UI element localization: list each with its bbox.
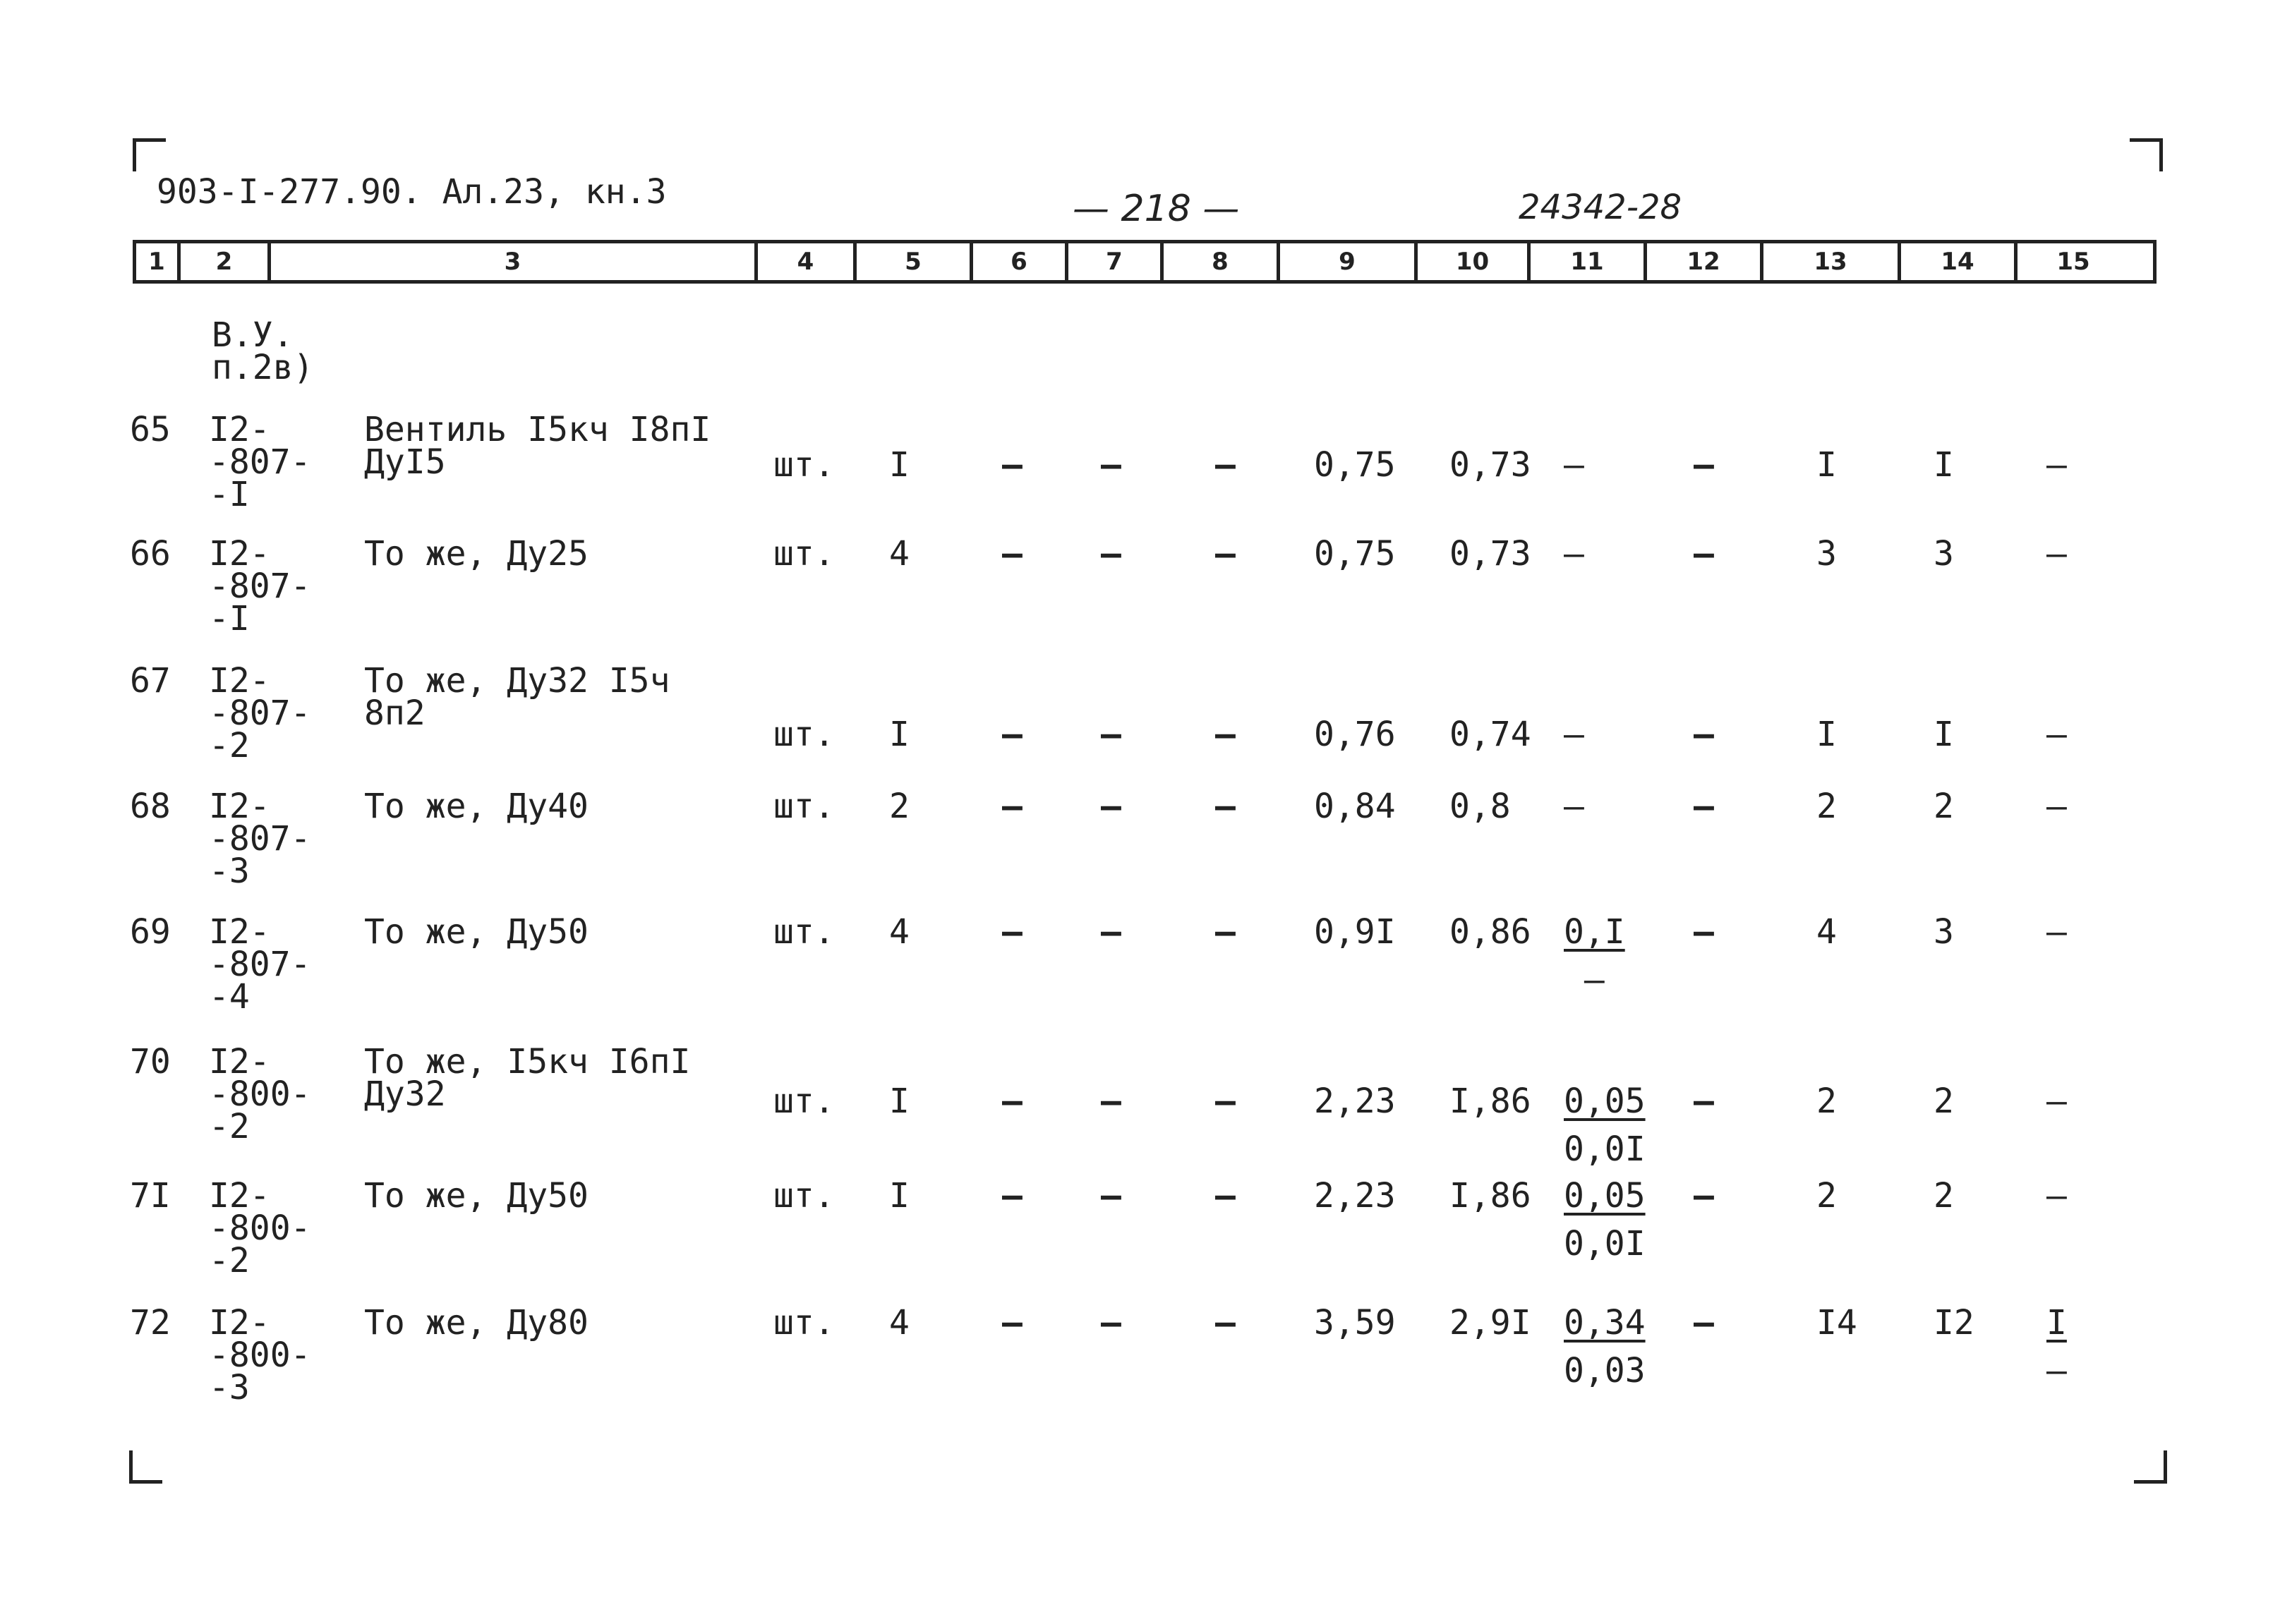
column-number-10: 10 (1414, 243, 1527, 280)
col-10-value: 0,74 (1449, 715, 1531, 754)
col-13-value: 2 (1816, 1176, 1837, 1216)
unit: шт. (773, 912, 835, 952)
column-number-14: 14 (1898, 243, 2014, 280)
col-13-value: I (1816, 445, 1837, 485)
col-15-value-top: – (2046, 715, 2067, 754)
item-description: То же, Ду50 (364, 912, 589, 952)
column-number-9: 9 (1277, 243, 1414, 280)
col-13-value: 4 (1816, 912, 1837, 952)
item-description: То же, Ду40 (364, 787, 589, 826)
item-code: I2- -807- -3 (209, 787, 311, 891)
col-11-value (1564, 445, 1584, 485)
unit: шт. (773, 1176, 835, 1216)
col-13-value: 2 (1816, 1081, 1837, 1121)
col-14-value: 3 (1934, 912, 1954, 952)
col-8: – (1215, 1176, 1236, 1216)
col-11-value (1564, 1303, 1646, 1390)
col-8: – (1215, 445, 1236, 485)
col-15-value (2046, 1176, 2067, 1216)
quantity: 4 (889, 534, 910, 574)
col-9-value: 0,76 (1314, 715, 1396, 754)
col-15-value (2046, 534, 2067, 574)
col-10-value: 0,73 (1449, 445, 1531, 485)
col-8: – (1215, 715, 1236, 754)
item-description: То же, I5кч I6пI Ду32 (364, 1042, 691, 1114)
col-6: – (1002, 1303, 1023, 1343)
quantity: I (889, 1176, 910, 1216)
column-number-13: 13 (1760, 243, 1898, 280)
col-6: – (1002, 534, 1023, 574)
col-15-value-top: – (2046, 912, 2067, 952)
row-number: 67 (130, 661, 171, 701)
column-number-8: 8 (1160, 243, 1277, 280)
col-10-value: 2,9I (1449, 1303, 1531, 1343)
column-number-1: 1 (148, 248, 165, 276)
preamble-note: В.У. п.2в) (212, 315, 314, 387)
col-8: – (1215, 1303, 1236, 1343)
col-11-value-top: 0,05 (1564, 1081, 1646, 1121)
col-7: – (1101, 445, 1121, 485)
col-11-value-top: – (1564, 445, 1584, 485)
item-description: Вентиль I5кч I8пI ДуI5 (364, 410, 711, 482)
col-6: – (1002, 1081, 1023, 1121)
col-15-value-top: I (2046, 1303, 2067, 1343)
item-code: I2- -800- -2 (209, 1176, 311, 1280)
quantity: I (889, 1081, 910, 1121)
unit: шт. (773, 534, 835, 574)
col-9-value: 3,59 (1314, 1303, 1396, 1343)
column-number-15: 15 (2014, 243, 2129, 280)
col-11-value (1564, 1176, 1646, 1264)
quantity: 2 (889, 787, 910, 826)
column-number-11: 11 (1527, 243, 1643, 280)
quantity: 4 (889, 1303, 910, 1343)
col-14-value: 2 (1934, 1081, 1954, 1121)
item-code: I2- -800- -3 (209, 1303, 311, 1407)
column-number-2: 2 (177, 243, 267, 280)
column-number-header (133, 240, 2157, 284)
col-11-value-top: – (1564, 534, 1584, 574)
column-number-12: 12 (1643, 243, 1760, 280)
item-code: I2- -807- -I (209, 534, 311, 638)
col-7: – (1101, 912, 1121, 952)
col-11-value (1564, 912, 1625, 1000)
col-7: – (1101, 787, 1121, 826)
col-11-value (1564, 787, 1584, 826)
col-7: – (1101, 534, 1121, 574)
row-number: 68 (130, 787, 171, 826)
unit: шт. (773, 787, 835, 826)
col-9-value: 2,23 (1314, 1176, 1396, 1216)
col-6: – (1002, 1176, 1023, 1216)
col-15-value (2046, 1081, 2067, 1121)
col-15-value (2046, 912, 2067, 952)
col-10-value: I,86 (1449, 1081, 1531, 1121)
col-9-value: 0,75 (1314, 534, 1396, 574)
item-description: То же, Ду80 (364, 1303, 589, 1343)
col-11-value (1564, 1081, 1646, 1169)
quantity: I (889, 445, 910, 485)
col-6: – (1002, 445, 1023, 485)
col-10-value: 0,8 (1449, 787, 1511, 826)
column-number-3: 3 (267, 243, 754, 280)
col-12: – (1694, 912, 1714, 952)
col-15-value (2046, 787, 2067, 826)
corner-mark-bottom-right (2134, 1450, 2167, 1484)
column-number-5: 5 (853, 243, 970, 280)
col-7: – (1101, 1303, 1121, 1343)
col-14-value: 2 (1934, 787, 1954, 826)
item-code: I2- -807- -4 (209, 912, 311, 1017)
col-11-value-top: – (1564, 787, 1584, 826)
col-12: – (1694, 534, 1714, 574)
sheet-code: 24342-28 (1519, 188, 1682, 227)
row-number: 7I (130, 1176, 171, 1216)
corner-mark-top-left (133, 138, 166, 171)
col-10-value: 0,73 (1449, 534, 1531, 574)
col-10-value: I,86 (1449, 1176, 1531, 1216)
col-12: – (1694, 1176, 1714, 1216)
column-number-7: 7 (1065, 243, 1160, 280)
col-11-value-top: – (1564, 715, 1584, 754)
col-11-value (1564, 534, 1584, 574)
unit: шт. (773, 715, 835, 754)
col-15-value-top: – (2046, 1081, 2067, 1121)
col-12: – (1694, 1081, 1714, 1121)
item-code: I2- -807- -I (209, 410, 311, 514)
col-14-value: I (1934, 715, 1954, 754)
col-15-value-bottom: – (2046, 1351, 2067, 1390)
item-code: I2- -807- -2 (209, 661, 311, 765)
col-7: – (1101, 1176, 1121, 1216)
item-description: То же, Ду25 (364, 534, 589, 574)
col-11-value-top: 0,05 (1564, 1176, 1646, 1216)
col-10-value: 0,86 (1449, 912, 1531, 952)
col-14-value: 3 (1934, 534, 1954, 574)
col-8: – (1215, 787, 1236, 826)
row-number: 66 (130, 534, 171, 574)
col-11-value-bottom: 0,0I (1564, 1129, 1646, 1169)
col-12: – (1694, 715, 1714, 754)
col-14-value: I2 (1934, 1303, 1974, 1343)
unit: шт. (773, 1081, 835, 1121)
row-number: 72 (130, 1303, 171, 1343)
col-9-value: 2,23 (1314, 1081, 1396, 1121)
unit: шт. (773, 1303, 835, 1343)
item-description: То же, Ду32 I5ч 8п2 (364, 661, 670, 733)
col-15-value (2046, 715, 2067, 754)
col-9-value: 0,9I (1314, 912, 1396, 952)
corner-mark-bottom-left (129, 1450, 162, 1484)
col-12: – (1694, 787, 1714, 826)
col-8: – (1215, 912, 1236, 952)
col-7: – (1101, 715, 1121, 754)
col-9-value: 0,75 (1314, 445, 1396, 485)
col-13-value: I (1816, 715, 1837, 754)
col-11-value-bottom: 0,03 (1564, 1351, 1646, 1390)
col-12: – (1694, 445, 1714, 485)
quantity: 4 (889, 912, 910, 952)
row-number: 70 (130, 1042, 171, 1081)
col-11-value-bottom: – (1584, 960, 1605, 1000)
col-15-value-top: – (2046, 534, 2067, 574)
col-6: – (1002, 787, 1023, 826)
col-6: – (1002, 715, 1023, 754)
column-number-4: 4 (754, 243, 853, 280)
col-11-value-bottom: 0,0I (1564, 1224, 1646, 1264)
col-15-value-top: – (2046, 787, 2067, 826)
col-15-value (2046, 1303, 2067, 1390)
col-6: – (1002, 912, 1023, 952)
col-14-value: 2 (1934, 1176, 1954, 1216)
col-14-value: I (1934, 445, 1954, 485)
item-description: То же, Ду50 (364, 1176, 589, 1216)
quantity: I (889, 715, 910, 754)
page-number: — 218 — (1073, 188, 1239, 230)
col-13-value: I4 (1816, 1303, 1857, 1343)
col-12: – (1694, 1303, 1714, 1343)
col-13-value: 2 (1816, 787, 1837, 826)
row-number: 65 (130, 410, 171, 449)
col-11-value-top: 0,I (1564, 912, 1625, 952)
col-9-value: 0,84 (1314, 787, 1396, 826)
item-code: I2- -800- -2 (209, 1042, 311, 1146)
col-15-value (2046, 445, 2067, 485)
col-11-value (1564, 715, 1584, 754)
unit: шт. (773, 445, 835, 485)
col-13-value: 3 (1816, 534, 1837, 574)
col-15-value-top: – (2046, 445, 2067, 485)
corner-mark-top-right (2130, 138, 2163, 171)
col-7: – (1101, 1081, 1121, 1121)
col-15-value-top: – (2046, 1176, 2067, 1216)
column-number-6: 6 (970, 243, 1065, 280)
col-8: – (1215, 534, 1236, 574)
col-8: – (1215, 1081, 1236, 1121)
document-code: 903-I-277.90. Ал.23, кн.3 (157, 172, 667, 212)
col-11-value-top: 0,34 (1564, 1303, 1646, 1343)
row-number: 69 (130, 912, 171, 952)
